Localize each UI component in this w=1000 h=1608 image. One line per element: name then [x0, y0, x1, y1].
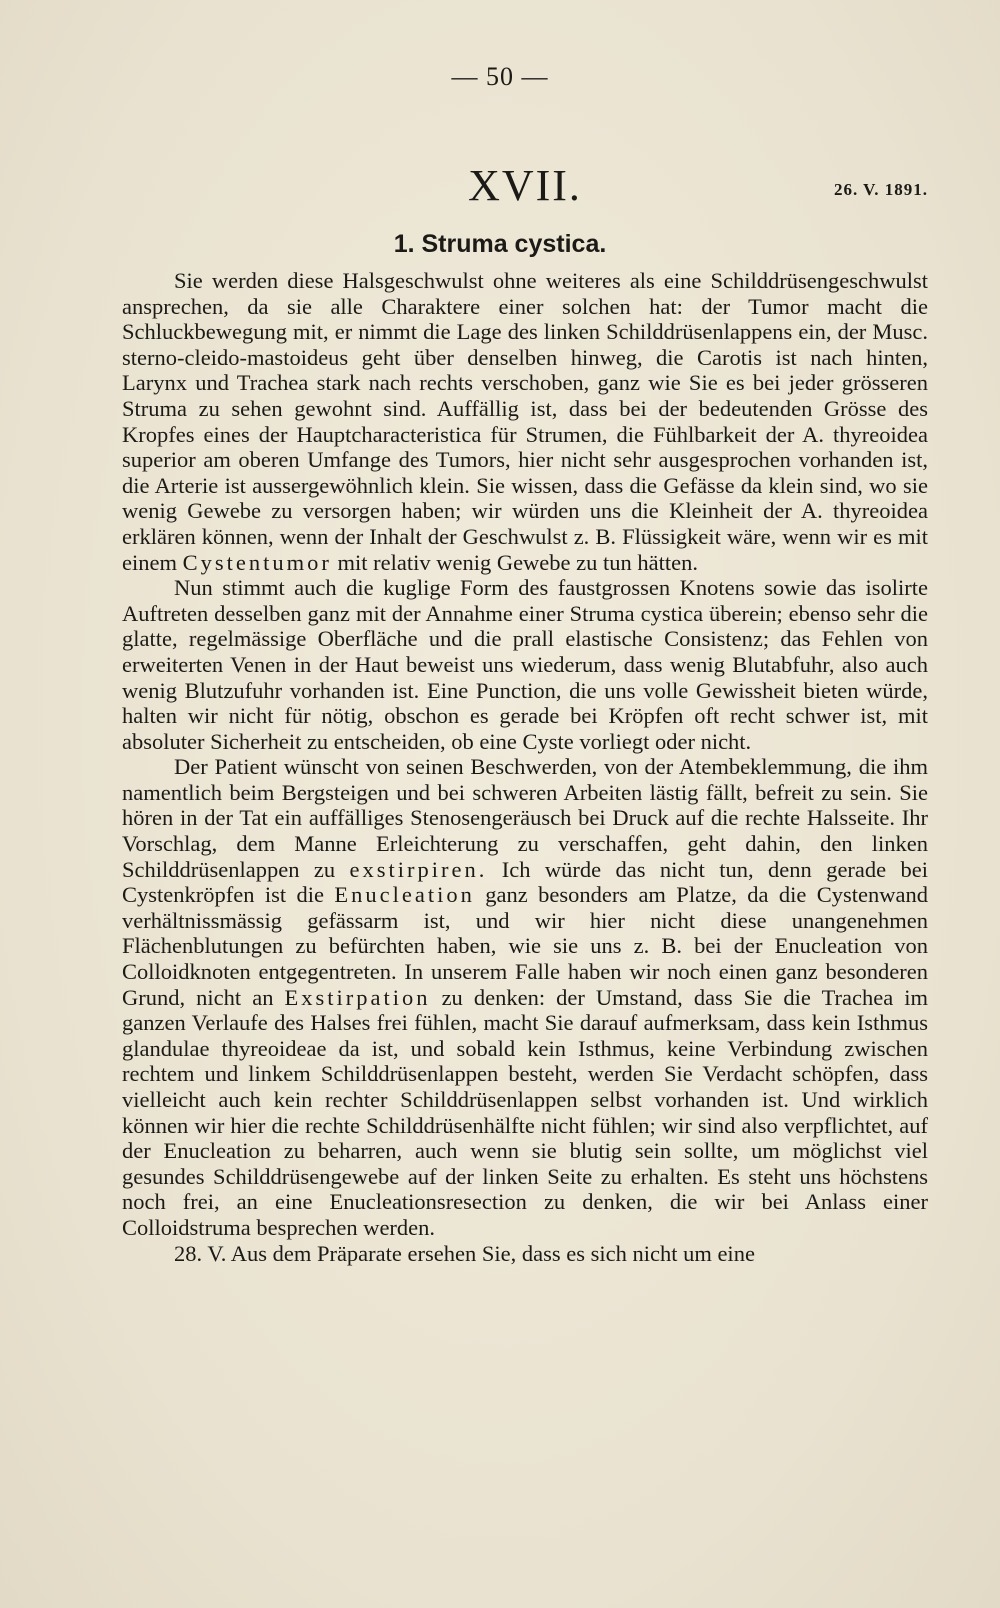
text-run: Nun stimmt auch die kuglige Form des faustgrossen Knotens sowie das isolirte Auftreten desselben ganz mit der Annahme einer Struma cystica überein; ebenso sehr die glatte, regelmässige Oberfläche und die prall elastische Consistenz; das Fehlen von erweiterten Venen in der Haut beweist uns wiederum, dass wenig Blutabfuhr, also auch wenig Blutzufuhr vorhanden ist. Eine Punction, die uns volle Gewissheit bieten würde, halten wir nicht für nötig, obschon es gerade bei Kröpfen oft recht schwer ist, mit absoluter Sicherheit zu entscheiden, ob eine Cyste vorliegt oder nicht. — [122, 575, 928, 754]
spaced-term: Enucleation — [334, 882, 475, 908]
paragraph-1 — [122, 268, 928, 575]
body-text — [122, 268, 928, 1266]
chapter-title: XVII. — [468, 161, 582, 210]
spaced-term: exstirpiren. — [349, 856, 488, 882]
paragraph-3 — [122, 754, 928, 1240]
text-run: Sie werden diese Halsgeschwulst ohne weiteres als eine Schilddrüsengeschwulst ansprechen, da sie alle Charaktere einer solchen hat: der Tumor macht die Schluckbewegung mit, er nimmt die Lage des linken Schilddrüsenlappens ein, der Musc. sterno-cleido-mastoideus geht über denselben hinweg, die Carotis ist nach hinten, Larynx und Trachea stark nach rechts verschoben, ganz wie Sie es bei jeder grösseren Struma zu sehen gewohnt sind. Auffällig ist, dass bei der bedeutenden Grösse des Kropfes eines der Hauptcharacteristica für Strumen, die Fühlbarkeit der A. thyreoidea superior am oberen Umfange des Tumors, hier nicht sehr ausgesprochen vorhanden ist, die Arterie ist aussergewöhnlich klein. Sie wissen, dass die Gefässe da klein sind, wo sie wenig Gewebe zu versorgen haben; wir würden uns die Kleinheit der A. thyreoidea erklären können, wenn der Inhalt der Geschwulst z. B. Flüssigkeit wäre, wenn wir es mit einem — [122, 268, 928, 575]
section-heading: 1. Struma cystica. — [393, 230, 607, 258]
text-run: 28. V. Aus dem Präparate ersehen Sie, dass es sich nicht um eine — [174, 1240, 755, 1266]
text-run: mit relativ wenig Gewebe zu tun hätten. — [337, 549, 698, 575]
text-run: Ich würde das nicht tun, denn gerade bei Cystenkröpfen ist die — [122, 856, 929, 908]
chapter-date: 26. V. 1891. — [833, 180, 928, 199]
chapter-header — [122, 160, 928, 220]
text-run: ganz besonders am Platze, da die Cystenwand verhältnissmässig gefässarm ist, und wir hier nicht diese unangenehmen Flächenblutungen zu befürchten haben, wie sie uns z. B. bei der Enucleation von Colloidknoten entgegentreten. In unserem Falle haben wir noch einen ganz besonderen Grund, nicht an — [122, 882, 929, 1010]
text-run: zu denken: der Umstand, dass Sie die Trachea im ganzen Verlaufe des Halses frei fühlen, macht Sie darauf aufmerksam, dass kein Isthmus glandulae thyreoideae da ist, und sobald kein Isthmus, keine Verbindung zwischen rechtem und linkem Schilddrüsenlappen besteht, werden Sie Verdacht schöpfen, dass vielleicht auch kein rechter Schilddrüsenlappen selbst vorhanden ist. Und wirklich können wir hier die rechte Schilddrüsenhälfte nicht fühlen; wir sind also verpflichtet, auf der Enucleation zu beharren, auch wenn sie blutig sein sollte, um möglichst viel gesundes Schilddrüsengewebe auf der linken Seite zu erhalten. Es steht uns höchstens noch frei, an eine Enucleationsresection zu denken, die wir bei Anlass einer Colloidstruma besprechen werden. — [122, 984, 929, 1240]
paragraph-2 — [122, 575, 928, 754]
text-run: Der Patient wünscht von seinen Beschwerden, von der Atembeklemmung, die ihm namentlich beim Bergsteigen und bei schweren Arbeiten lästig fällt, befreit zu sein. Sie hören in der Tat ein auffälliges Stenosengeräusch bei Druck auf die rechte Halsseite. Ihr Vorschlag, dem Manne Erleichterung zu verschaffen, geht dahin, den linken Schilddrüsenlappen zu — [122, 754, 928, 882]
spaced-term: Cystentumor — [182, 549, 332, 575]
spaced-term: Exstirpation — [284, 984, 431, 1010]
page-number: — 50 — — [451, 62, 549, 91]
paragraph-4 — [122, 1241, 928, 1267]
